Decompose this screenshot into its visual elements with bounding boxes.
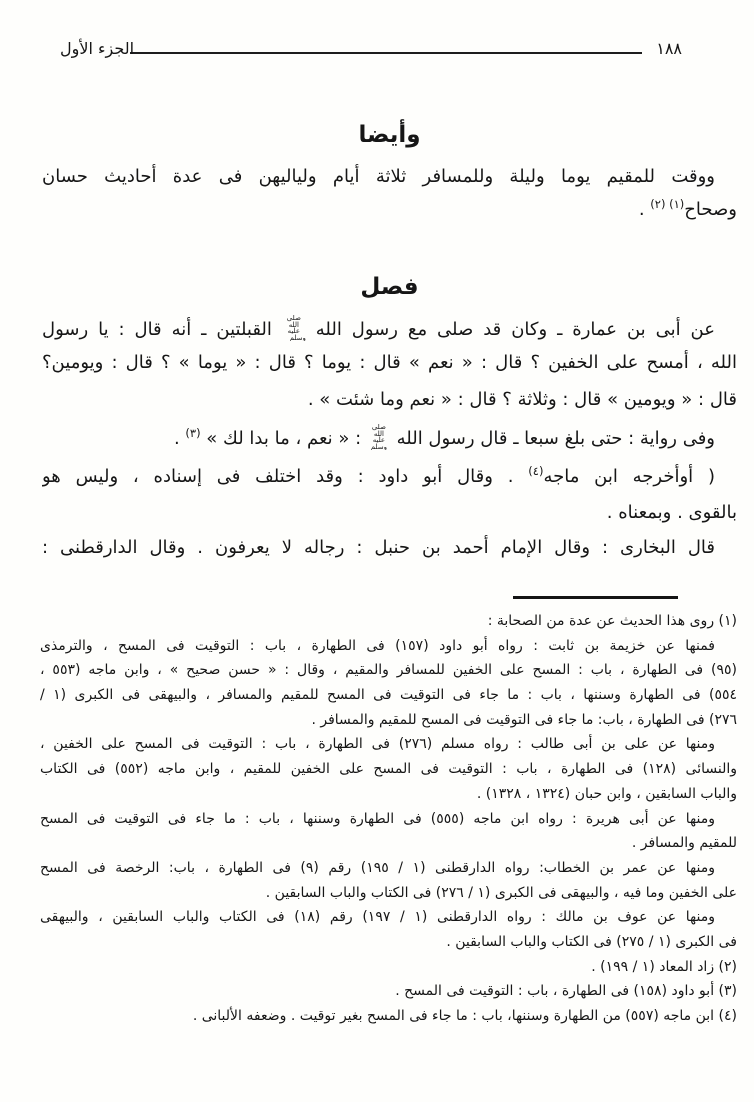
section-heading-also: وأيضا [358,122,421,148]
footnote-ref: (٣) [185,426,201,440]
footnote-line: (٢) زاد المعاد (١ / ١٩٩) . [591,958,737,975]
footnote-line: والباب السابقين ، وابن حبان (١٣٢٤ ، ١٣٢٨) . [476,785,737,802]
footnote-ref: (١) (٢) [650,197,685,211]
footnote-line: ومنها عن عوف بن مالك : رواه الدارقطنى (١ / ١٩٧) رقم (١٨) فى الكتاب والباب السابقين ، والبيهقى [40,909,715,926]
footnote-line: (٤) ابن ماجه (٥٥٧) من الطهارة وسننها، باب : ما جاء فى المسح بغير توقيت . وضعفه الألبانى . [192,1008,737,1024]
header-rule [130,52,642,54]
footnote-line: فمنها عن خزيمة بن ثابت : رواه أبو داود (١٥٧) فى الطهارة ، باب : التوقيت فى المسح ، والترمذى [40,637,715,654]
paragraph-text: القبلتين ـ أنه قال : يا رسول [42,319,282,340]
page-number: ١٨٨ [656,39,682,58]
paragraph-line: قال : « ويومين » قال : وثلاثة ؟ قال : « نعم وما شئت » . [307,389,737,410]
paragraph-line [42,424,737,452]
footnote-line: (١) روى هذا الحديث عن عدة من الصحابة : [487,613,737,629]
paragraph-text: وصحاح [684,199,737,220]
paragraph-text: ( أوأخرجه ابن ماجه [543,466,715,487]
footnote-line: ٢٧٦) فى الطهارة ، باب: ما جاء فى التوقيت فى المسح للمقيم والمسافر . [311,711,737,728]
footnote-line: ومنها عن عمر بن الخطاب: رواه الدارقطنى (١ / ١٩٥) رقم (٩) فى الطهارة ، باب: الرخصة فى المسح [40,859,715,876]
paragraph-text: وفى رواية : حتى بلغ سبعا ـ قال رسول الله [390,428,715,449]
part-title: الجزء الأول [60,39,135,58]
footnote-line: على الخفين وما فيه ، والبيهقى فى الكبرى (١ / ٢٧٦) فى الكتاب والباب السابقين . [265,884,737,901]
footnote-divider [513,596,678,599]
footnote-line: ومنها عن على بن أبى طالب : رواه مسلم (٢٧٦) فى الطهارة ، باب : التوقيت فى المسح على الخفين ، [40,736,715,753]
footnote-ref: (٤) [528,464,544,478]
footnote-line: ٥٥٤) فى الطهارة وسننها ، باب : ما جاء فى التوقيت فى المسح للمقيم والمسافر ، والبيهقى فى الكبرى (١ / [40,687,737,704]
footnote-line: فى الكبرى (١ / ٢٧٥) فى الكتاب والباب السابقين . [446,933,737,950]
paragraph-line: الله ، أمسح على الخفين ؟ قال : « نعم » قال : يوما ؟ قال : « يوما » ؟ قال : ويومين؟ [42,352,737,373]
footnotes [40,609,737,1029]
paragraph-line [42,315,737,343]
paragraph-line: بالقوى . وبمعناه . [606,502,737,523]
paragraph-text: . وقال أبو داود : وقد اختلف فى إسناده ، وليس هو [42,466,529,487]
pbuh-mark: صلى الله عليه وسلم [370,424,387,450]
paragraph-text: : « نعم ، ما بدا لك » [200,428,367,449]
paragraph-text: عن أبى بن عمارة ـ وكان قد صلى مع رسول الله [305,319,715,340]
pbuh-mark: صلى الله عليه وسلم [286,315,306,341]
footnote-line: (٣) أبو داود (١٥٨) فى الطهارة ، باب : التوقيت فى المسح . [395,983,737,1000]
paragraph-text: . [638,199,651,220]
footnote-line: للمقيم والمسافر . [631,835,737,852]
footnote-line: (٩٥) فى الطهارة ، باب : المسح على الخفين للمسافر والمقيم ، وقال : « حسن صحيح » ، وابن ماجه (٥٥٣ ، [40,662,737,679]
footnote-line: ومنها عن أبى هريرة : رواه ابن ماجه (٥٥٥) فى الطهارة وسننها ، باب : ما جاء فى التوقيت فى المسح [40,810,715,827]
paragraph-line: ووقت للمقيم يوما وليلة وللمسافر ثلاثة أيام ولياليهن فى عدة أحاديث حسان [42,166,715,187]
footnote-line: والنسائى (١٢٨) فى الطهارة ، باب : التوقيت فى المسح على الخفين للمقيم ، وابن ماجه (٥٥٢) فى الكتاب [40,761,737,778]
paragraph-text: . [173,428,186,449]
paragraph-line: قال البخارى : وقال الإمام أحمد بن حنبل : رجاله لا يعرفون . وقال الدارقطنى : [42,537,715,558]
section-heading-fasl: فصل [360,274,419,300]
paragraph-line [42,196,737,224]
paragraph-line [42,463,737,491]
